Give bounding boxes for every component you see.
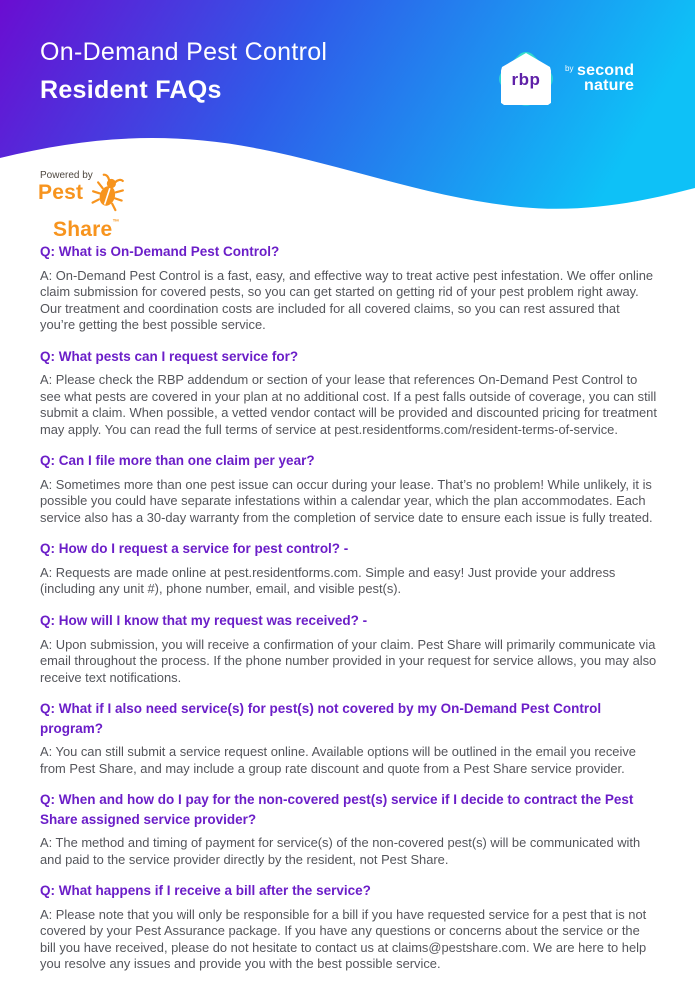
faq-answer: A: Sometimes more than one pest issue can occur during your lease. That’s no problem! While unlikely, it is possible you could have separate infestations within a calendar year, which the plan accommodates. Each service also has a 30-day warranty from the completion of service date to ensure each issue is fully treated.: [40, 476, 653, 525]
bug-icon: [89, 172, 127, 221]
faq-answer: A: Please note that you will only be responsible for a bill if you have requested service for a pest that is not covered by your Pest Assurance package. If you have any questions or concerns about the service or the bill you have received, please do not hesitate to contact us at claims@pestshare.com. We are here to help you resolve any issues and provide you with the best possible service.: [40, 906, 647, 972]
by-label: by: [565, 64, 574, 74]
faq-item: [40, 347, 658, 439]
faq-item: [40, 539, 658, 598]
brand-word-second: second: [577, 62, 635, 80]
faq-answer: A: You can still submit a service request online. Available options will be outlined in the email you receive from Pest Share, and may include a group rate discount and quote from a Pest Share service provider.: [40, 744, 636, 776]
second-nature-logo: [565, 64, 634, 93]
faq-item: [40, 611, 658, 686]
brand-block: [497, 50, 634, 108]
faq-question: Q: What happens if I receive a bill after the service?: [40, 883, 371, 899]
page-title: On-Demand Pest Control: [40, 38, 328, 66]
faq-item: [40, 451, 658, 526]
pestshare-logo: [38, 170, 127, 240]
faq-item: [40, 242, 658, 334]
share-word: [53, 219, 127, 240]
faq-question: Q: What is On-Demand Pest Control?: [40, 244, 280, 259]
brand-word-nature: nature: [584, 77, 635, 94]
pest-row: [38, 182, 127, 221]
faq-question: Q: How do I request a service for pest control? -: [40, 541, 349, 557]
faq-answer: A: Please check the RBP addendum or section of your lease that references On-Demand Pest Control to see what pests are covered in your plan at no additional cost. If a pest falls outside of coverage, you can still submit a claim. When possible, a vetted vendor contact will be provided and discounted pricing for treatment may apply. You can read the full terms of service at pest.residentforms.com/resident-terms-of-service.: [40, 372, 657, 437]
page-subtitle: Resident FAQs: [40, 76, 222, 104]
faq-question: Q: What if I also need service(s) for pest(s) not covered by my On-Demand Pest Control program?: [40, 701, 602, 736]
faq-answer: A: The method and timing of payment for service(s) of the non-covered pest(s) will be communicated with and paid to the service provider directly by the resident, not Pest Share.: [40, 835, 641, 867]
faq-answer: A: Upon submission, you will receive a confirmation of your claim. Pest Share will primarily communicate via email throughout the process. If the phone number provided in your request for service allows, you may also receive text notifications.: [40, 636, 657, 685]
faq-question: Q: Can I file more than one claim per year?: [40, 453, 315, 469]
page-title-block: [40, 38, 327, 105]
faq-answer: A: On-Demand Pest Control is a fast, easy, and effective way to treat active pest infestation. We offer online claim submission for covered pests, so you can get started on getting rid of your pest problem right away. Our treatment and coordination costs are included for all covered claims, so you can rest assured that you’re getting the best possible service.: [40, 267, 654, 333]
faq-item: [40, 699, 658, 777]
powered-by-label: Powered by: [40, 170, 93, 181]
faq-question: Q: When and how do I pay for the non-covered pest(s) service if I decide to contract the Pest Share assigned service provider?: [40, 792, 634, 827]
faq-question: Q: How will I know that my request was received? -: [40, 612, 368, 628]
rbp-logo: [497, 50, 555, 108]
trademark: ™: [112, 219, 120, 226]
faq-item: [40, 881, 658, 973]
faq-question: Q: What pests can I request service for?: [40, 348, 299, 364]
faq-item: [40, 790, 658, 868]
pest-word: Pest: [38, 181, 84, 204]
share-word-text: Share: [53, 218, 113, 241]
faq-answer: A: Requests are made online at pest.residentforms.com. Simple and easy! Just provide your address (including any unit #), phone number, email, and visible pest(s).: [40, 564, 616, 597]
faq-list: [40, 242, 658, 986]
rbp-logo-text: rbp: [511, 70, 541, 89]
